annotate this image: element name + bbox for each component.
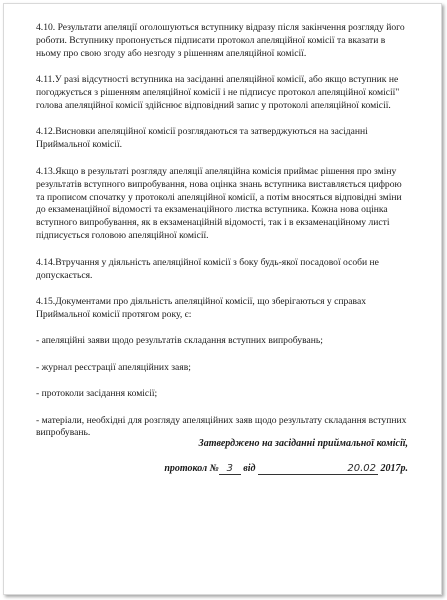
paragraph-4-13: 4.13.Якщо в результаті розгляду апеляції апеляційна комісія приймає рішення про зміну результатів вступного випробування, нова оцінка знань вступника виставляється цифрою та прописом спочатку у протоколі апеляційної комісії, а потім вносяться відповідні зміни до екзаменаційної відомості та екзаменаційного листка вступника. Кожна нова оцінка вступного випробування, як в екзаменаційній відомості, так і в екзаменаційному листі підписується головою апеляційної комісії.	[36, 165, 402, 242]
protocol-label: протокол	[164, 463, 208, 474]
year-suffix: 2017р.	[380, 463, 408, 474]
list-item-journal: - журнал реєстрації апеляційних заяв;	[36, 361, 191, 373]
paragraph-4-14: 4.14.Втручання у діяльність апеляційної комісії з боку будь-якої посадової особи не допускається.	[36, 256, 379, 281]
document-body	[36, 22, 408, 454]
list-item-protocols: - протоколи засідання комісії;	[36, 388, 158, 400]
protocol-date: 20.02	[258, 463, 378, 475]
paragraph-4-10: 4.10. Результати апеляції оголошуються вступнику відразу після закінчення розгляду його роботи. Вступнику пропонується підписати протокол апеляційної комісії та вказати в ньому про свою згоду або незгоду з рішенням апеляційної комісії.	[36, 22, 405, 59]
paragraph-4-11: 4.11.У разі відсутності вступника на засіданні апеляційної комісії, або якщо вступник не погоджується з рішенням апеляційної комісії і не підписує протокол апеляційної комісії" голова апеляційної комісії здійснює відповідний запис у протоколі апеляційної комісії.	[36, 74, 400, 112]
paragraph-4-15: 4.15.Документами про діяльність апеляційної комісії, що зберігаються у справах Приймальної комісії протягом року, є:	[36, 296, 367, 320]
protocol-line	[36, 463, 408, 475]
date-label: від	[243, 463, 256, 474]
list-item-appeals: - апеляційні заяви щодо результатів складання вступних випробувань;	[36, 335, 323, 347]
paragraph-4-12: 4.12.Висновки апеляційної комісії розглядаються та затверджуються на засіданні Приймальної комісії.	[36, 126, 368, 151]
approval-statement: Затверджено на засіданні приймальної комісії,	[198, 438, 408, 449]
number-label: №	[209, 463, 219, 474]
protocol-number: 3	[219, 463, 241, 475]
list-item-materials: - матеріали, необхідні для розгляду апеляційних заяв щодо результату складання вступних випробувань.	[36, 414, 407, 439]
